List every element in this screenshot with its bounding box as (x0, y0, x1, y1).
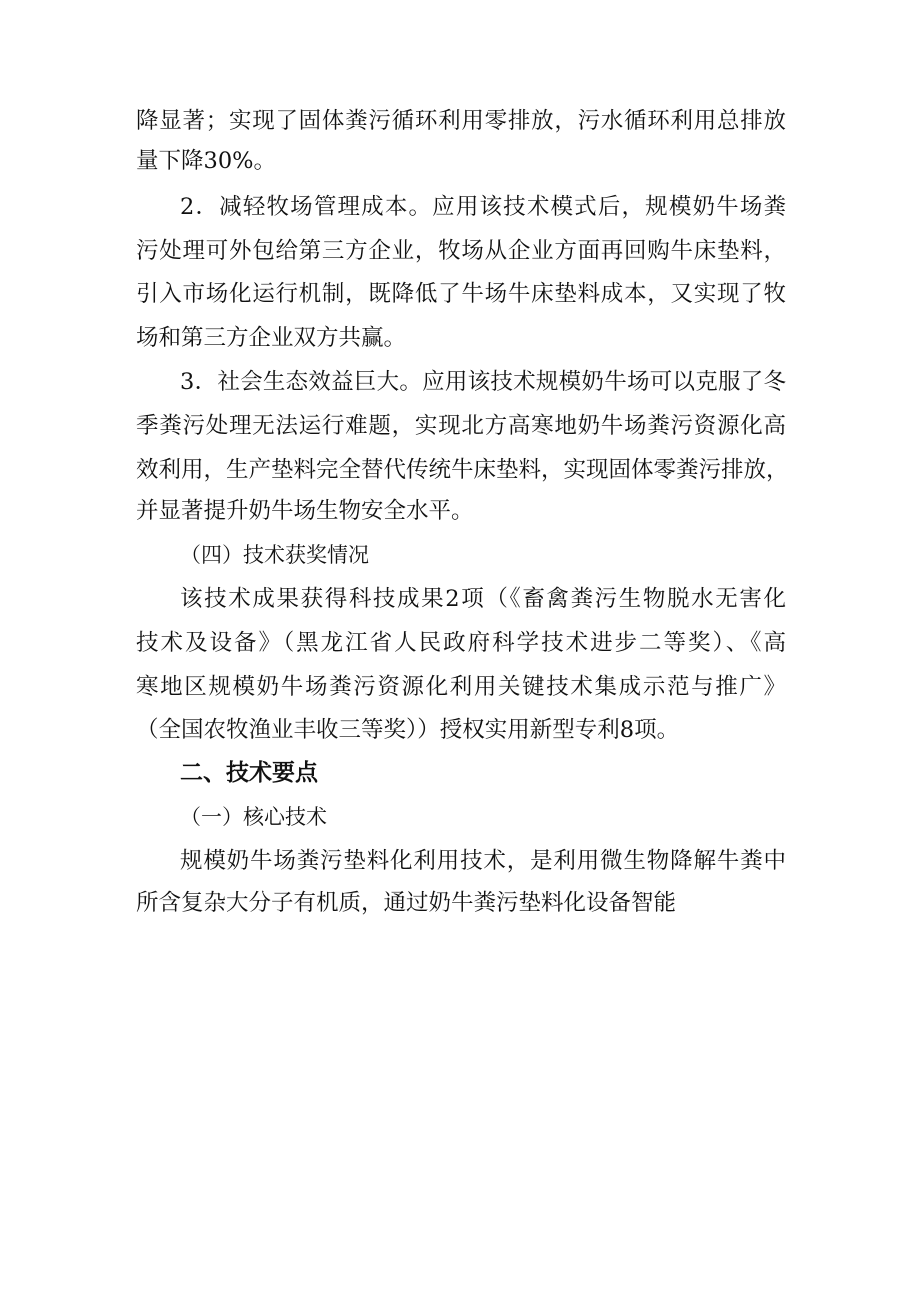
paragraph-line: 并显著提升奶牛场生物安全水平。 (136, 498, 474, 524)
paragraph-line: 量下降30%。 (136, 148, 277, 174)
paragraph-line: 引入市场化运行机制，既降低了牛场牛床垫料成本，又实现了牧 (136, 281, 786, 307)
paragraph-line: 所含复杂大分子有机质，通过奶牛粪污垫料化设备智能 (136, 890, 677, 916)
section-heading-awards: （四）技术获奖情况 (180, 543, 369, 567)
paragraph-line: 降显著；实现了固体粪污循环利用零排放，污水循环利用总排放 (136, 108, 786, 134)
paragraph-line: 污处理可外包给第三方企业，牧场从企业方面再回购牛床垫料， (136, 238, 786, 264)
paragraph-line: 2．减轻牧场管理成本。应用该技术模式后，规模奶牛场粪 (180, 194, 786, 220)
paragraph-line: 季粪污处理无法运行难题，实现北方高寒地奶牛场粪污资源化高 (136, 413, 786, 439)
paragraph-line: 3．社会生态效益巨大。应用该技术规模奶牛场可以克服了冬 (180, 369, 786, 395)
paragraph-line: （全国农牧渔业丰收三等奖））授权实用新型专利8项。 (136, 717, 680, 743)
paragraph-line: 规模奶牛场粪污垫料化利用技术，是利用微生物降解牛粪中 (180, 848, 786, 874)
paragraph-line: 该技术成果获得科技成果2项（《畜禽粪污生物脱水无害化 (180, 586, 786, 612)
section-heading-key-points: 二、技术要点 (180, 760, 318, 786)
section-heading-core-tech: （一）核心技术 (180, 805, 327, 829)
paragraph-line: 寒地区规模奶牛场粪污资源化利用关键技术集成示范与推广》 (136, 674, 786, 700)
paragraph-line: 效利用，生产垫料完全替代传统牛床垫料，实现固体零粪污排放， (136, 457, 789, 483)
paragraph-line: 场和第三方企业双方共赢。 (136, 325, 407, 351)
paragraph-line: 技术及设备》（黑龙江省人民政府科学技术进步二等奖）、《高 (136, 630, 786, 656)
